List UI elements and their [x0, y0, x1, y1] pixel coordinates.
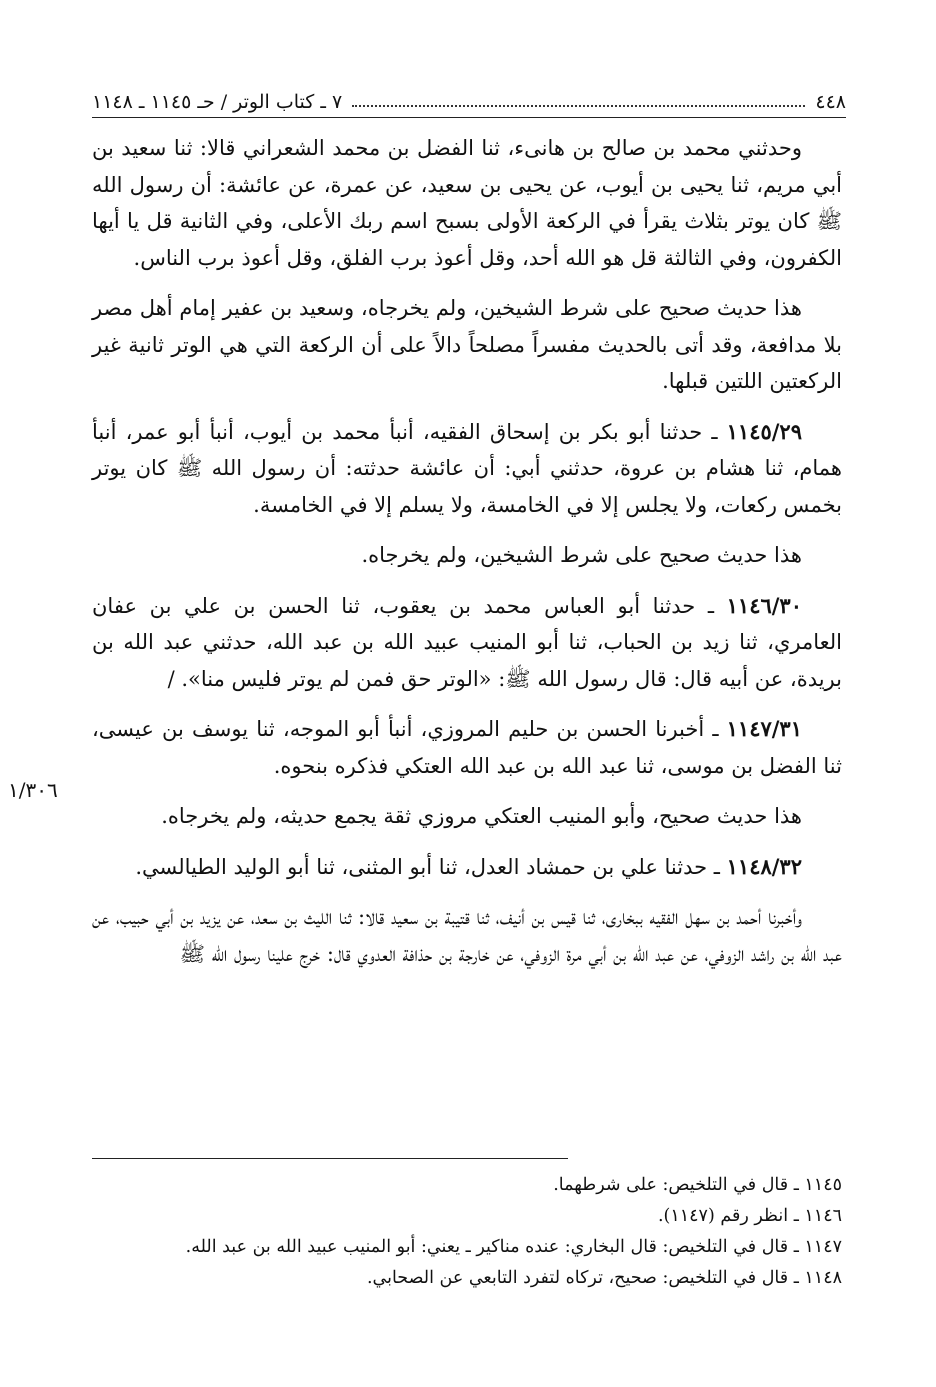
paragraph-text: هذا حديث صحيح على شرط الشيخين، ولم يخرجاه، وسعيد بن عفير إمام أهل مصر بلا مدافعة، وقد أتى بالحديث مفسراً مصلحاً دالاً على أن الركعة التي هي الوتر ثانية غير الركعتين اللتين قبلها.: [92, 296, 842, 393]
running-title: ٧ ـ كتاب الوتر / حـ ١١٤٥ ـ ١١٤٨: [92, 91, 343, 113]
paragraph-text: وأخبرنا أحمد بن سهل الفقيه ببخارى، ثنا قيس بن أنيف، ثنا قتيبة بن سعيد قالا: ثنا الليث بن سعد، عن يزيد بن أبي حبيب، عن عبد الله بن راشد الزوفي، عن عبد الله بن أبي مرة الزوفي، عن خارجة بن حذافة العدوي قال: خرج علينا رسول الله ﷺ: [92, 905, 842, 966]
paragraph-text: هذا حديث صحيح على شرط الشيخين، ولم يخرجاه.: [361, 543, 802, 567]
hadith-number: ١١٤٧/٣١: [726, 716, 802, 741]
paragraph: [92, 798, 842, 835]
paragraph-text: ـ حدثنا علي بن حمشاد العدل، ثنا أبو المثنى، ثنا أبو الوليد الطيالسي.: [135, 854, 727, 879]
footnotes: [92, 1170, 842, 1294]
page-number: ٤٤٨: [815, 91, 846, 113]
paragraph: [92, 899, 842, 972]
footnote: ١١٤٨ ـ قال في التلخيص: صحيح، تركاه لتفرد التابعي عن الصحابي.: [366, 1268, 842, 1288]
paragraph-text: ـ حدثنا أبو العباس محمد بن يعقوب، ثنا الحسن بن علي بن عفان العامري، ثنا زيد بن الحباب، ثنا أبو المنيب عبيد الله بن عبد الله، حدثني عبد الله بن بريدة، عن أبيه قال: قال رسول الله ﷺ: «الوتر حق فمن لم يوتر فليس منا». /: [92, 593, 842, 691]
main-text: [92, 130, 842, 986]
hadith-number: ١١٤٨/٣٢: [726, 853, 802, 879]
paragraph: [92, 711, 842, 784]
paragraph: [92, 537, 842, 574]
paragraph-text: هذا حديث صحيح، وأبو المنيب العتكي مروزي ثقة يجمع حديثه، ولم يخرجاه.: [161, 804, 802, 828]
footnote: ١١٤٧ ـ قال في التلخيص: قال البخاري: عنده مناكير ـ يعني: أبو المنيب عبيد الله بن عبد الله.: [185, 1237, 842, 1257]
paragraph: [92, 290, 842, 400]
paragraph: [92, 588, 842, 698]
footnote: ١١٤٦ ـ انظر رقم (١١٤٧).: [657, 1206, 842, 1226]
paragraph: [92, 130, 842, 276]
paragraph-text: ـ حدثنا أبو بكر بن إسحاق الفقيه، أنبأ محمد بن أيوب، أنبأ أبو عمر، أنبأ همام، ثنا هشام بن عروة، حدثني أبي: أن عائشة حدثته: أن رسول الله ﷺ كان يوتر بخمس ركعات، ولا يجلس إلا في الخامسة، ولا يسلم إلا في الخامسة.: [92, 419, 842, 517]
page-header: [92, 84, 846, 118]
header-dot-leader: [352, 105, 805, 107]
margin-page-reference: ١/٣٠٦: [8, 778, 58, 802]
hadith-number: ١١٤٦/٣٠: [726, 592, 802, 618]
paragraph-text: ـ أخبرنا الحسن بن حليم المروزي، أنبأ أبو الموجه، ثنا يوسف بن عيسى، ثنا الفضل بن موسى، ثنا عبد الله بن عبد الله العتكي فذكره بنحوه.: [92, 717, 842, 778]
paragraph: [92, 414, 842, 524]
footnote: ١١٤٥ ـ قال في التلخيص: على شرطهما.: [553, 1175, 842, 1195]
hadith-number: ١١٤٥/٢٩: [726, 418, 802, 444]
paragraph: [92, 849, 842, 886]
footnote-separator: [92, 1158, 568, 1159]
paragraph-text: وحدثني محمد بن صالح بن هانىء، ثنا الفضل بن محمد الشعراني قالا: ثنا سعيد بن أبي مريم، ثنا يحيى بن أيوب، عن يحيى بن سعيد، عن عمرة، عن عائشة: أن رسول الله ﷺ كان يوتر بثلاث يقرأ في الركعة الأولى بسبح اسم ربك الأعلى، وفي الثانية قل يا أيها الكفرون، وفي الثالثة قل هو الله أحد، وقل أعوذ برب الفلق، وقل أعوذ برب الناس.: [92, 136, 842, 270]
